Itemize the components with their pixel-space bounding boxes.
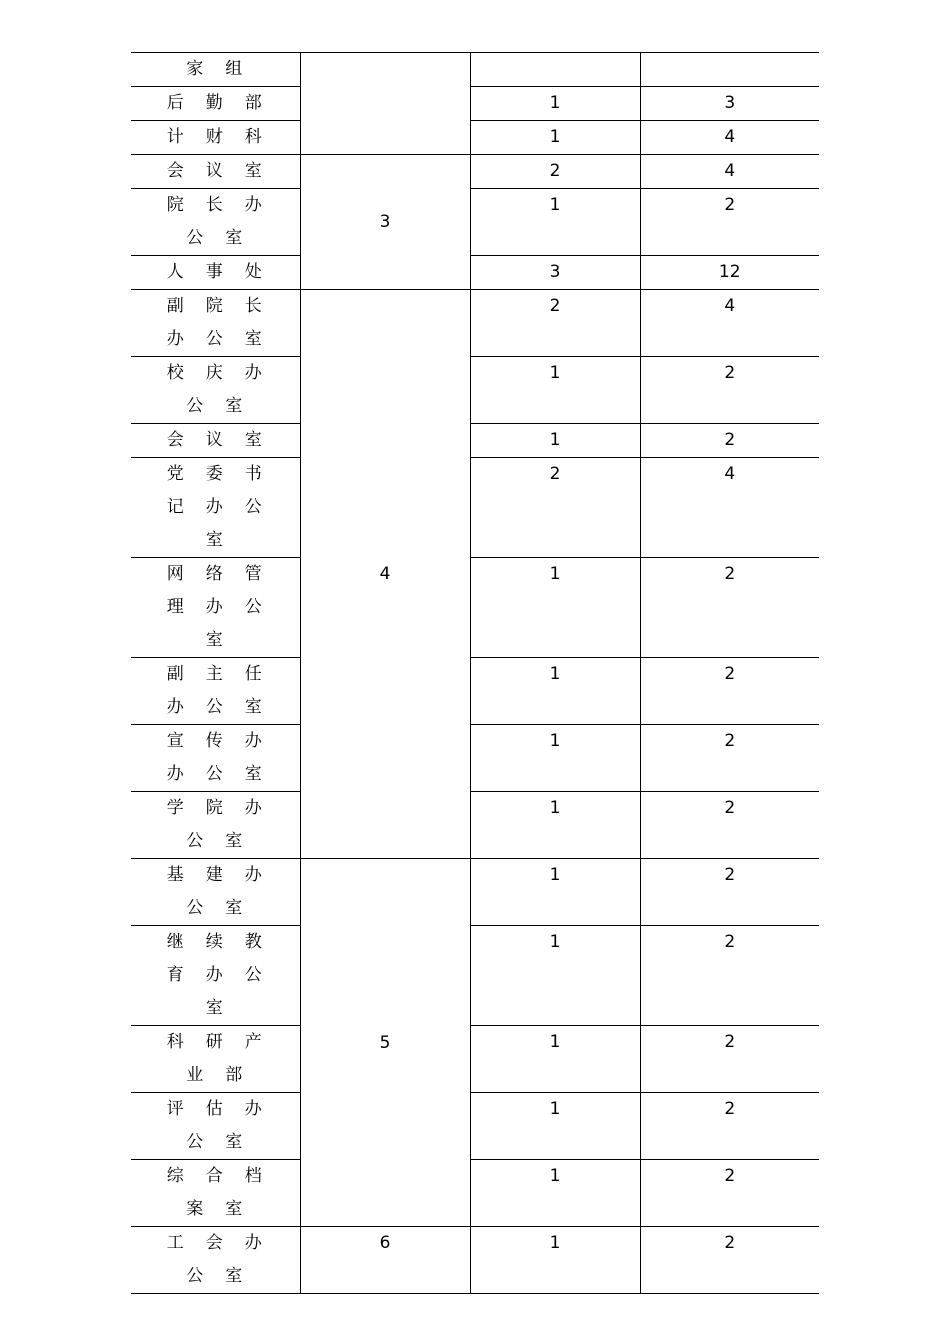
office-name: 家组 <box>131 53 300 87</box>
office-name: 基建办公室 <box>131 859 300 926</box>
area-cell: 2 <box>640 558 819 658</box>
floor-cell: 4 <box>300 290 470 859</box>
count-cell: 2 <box>470 290 640 357</box>
floor-cell: 5 <box>300 859 470 1227</box>
table-row <box>131 859 819 926</box>
table-row <box>131 256 819 290</box>
count-cell: 1 <box>470 189 640 256</box>
office-allocation-table <box>131 52 819 1294</box>
area-cell: 2 <box>640 1026 819 1093</box>
count-cell: 1 <box>470 558 640 658</box>
area-cell: 4 <box>640 121 819 155</box>
area-cell: 2 <box>640 1227 819 1294</box>
table-row <box>131 357 819 424</box>
table-row <box>131 53 819 87</box>
office-name: 副院长办公室 <box>131 290 300 357</box>
table-row <box>131 658 819 725</box>
area-cell: 2 <box>640 357 819 424</box>
office-name: 继续教育办公室 <box>131 926 300 1026</box>
office-name: 学院办公室 <box>131 792 300 859</box>
area-cell: 2 <box>640 658 819 725</box>
count-cell <box>470 53 640 87</box>
area-cell: 3 <box>640 87 819 121</box>
area-cell: 2 <box>640 926 819 1026</box>
count-cell: 1 <box>470 87 640 121</box>
count-cell: 1 <box>470 859 640 926</box>
office-name: 科研产业部 <box>131 1026 300 1093</box>
count-cell: 1 <box>470 658 640 725</box>
area-cell <box>640 53 819 87</box>
count-cell: 1 <box>470 725 640 792</box>
area-cell: 4 <box>640 290 819 357</box>
count-cell: 2 <box>470 458 640 558</box>
area-cell: 2 <box>640 859 819 926</box>
count-cell: 1 <box>470 1160 640 1227</box>
office-name: 人事处 <box>131 256 300 290</box>
office-name: 综合档案室 <box>131 1160 300 1227</box>
office-name: 网络管理办公室 <box>131 558 300 658</box>
area-cell: 4 <box>640 155 819 189</box>
office-name: 后勤部 <box>131 87 300 121</box>
area-cell: 2 <box>640 189 819 256</box>
table-row <box>131 1227 819 1294</box>
count-cell: 1 <box>470 926 640 1026</box>
table-row <box>131 121 819 155</box>
office-name: 会议室 <box>131 424 300 458</box>
table-row <box>131 1160 819 1227</box>
area-cell: 2 <box>640 792 819 859</box>
office-name: 会议室 <box>131 155 300 189</box>
table-row <box>131 926 819 1026</box>
count-cell: 1 <box>470 424 640 458</box>
count-cell: 1 <box>470 357 640 424</box>
table-row <box>131 1026 819 1093</box>
office-name: 工会办公室 <box>131 1227 300 1294</box>
office-name: 评估办公室 <box>131 1093 300 1160</box>
table-row <box>131 424 819 458</box>
table-row <box>131 155 819 189</box>
count-cell: 1 <box>470 792 640 859</box>
area-cell: 12 <box>640 256 819 290</box>
table-row <box>131 87 819 121</box>
table-row <box>131 792 819 859</box>
count-cell: 1 <box>470 1026 640 1093</box>
table-row <box>131 458 819 558</box>
office-name: 党委书记办公室 <box>131 458 300 558</box>
count-cell: 1 <box>470 121 640 155</box>
office-name: 校庆办公室 <box>131 357 300 424</box>
count-cell: 1 <box>470 1093 640 1160</box>
floor-cell: 3 <box>300 155 470 290</box>
office-name: 计财科 <box>131 121 300 155</box>
table-row <box>131 558 819 658</box>
count-cell: 1 <box>470 1227 640 1294</box>
office-name: 宣传办办公室 <box>131 725 300 792</box>
office-name: 院长办公室 <box>131 189 300 256</box>
table-row <box>131 189 819 256</box>
office-name: 副主任办公室 <box>131 658 300 725</box>
floor-cell <box>300 53 470 155</box>
table-row <box>131 725 819 792</box>
count-cell: 2 <box>470 155 640 189</box>
area-cell: 2 <box>640 725 819 792</box>
area-cell: 2 <box>640 424 819 458</box>
area-cell: 2 <box>640 1160 819 1227</box>
table-row <box>131 290 819 357</box>
area-cell: 2 <box>640 1093 819 1160</box>
floor-cell: 6 <box>300 1227 470 1294</box>
table-row <box>131 1093 819 1160</box>
area-cell: 4 <box>640 458 819 558</box>
count-cell: 3 <box>470 256 640 290</box>
